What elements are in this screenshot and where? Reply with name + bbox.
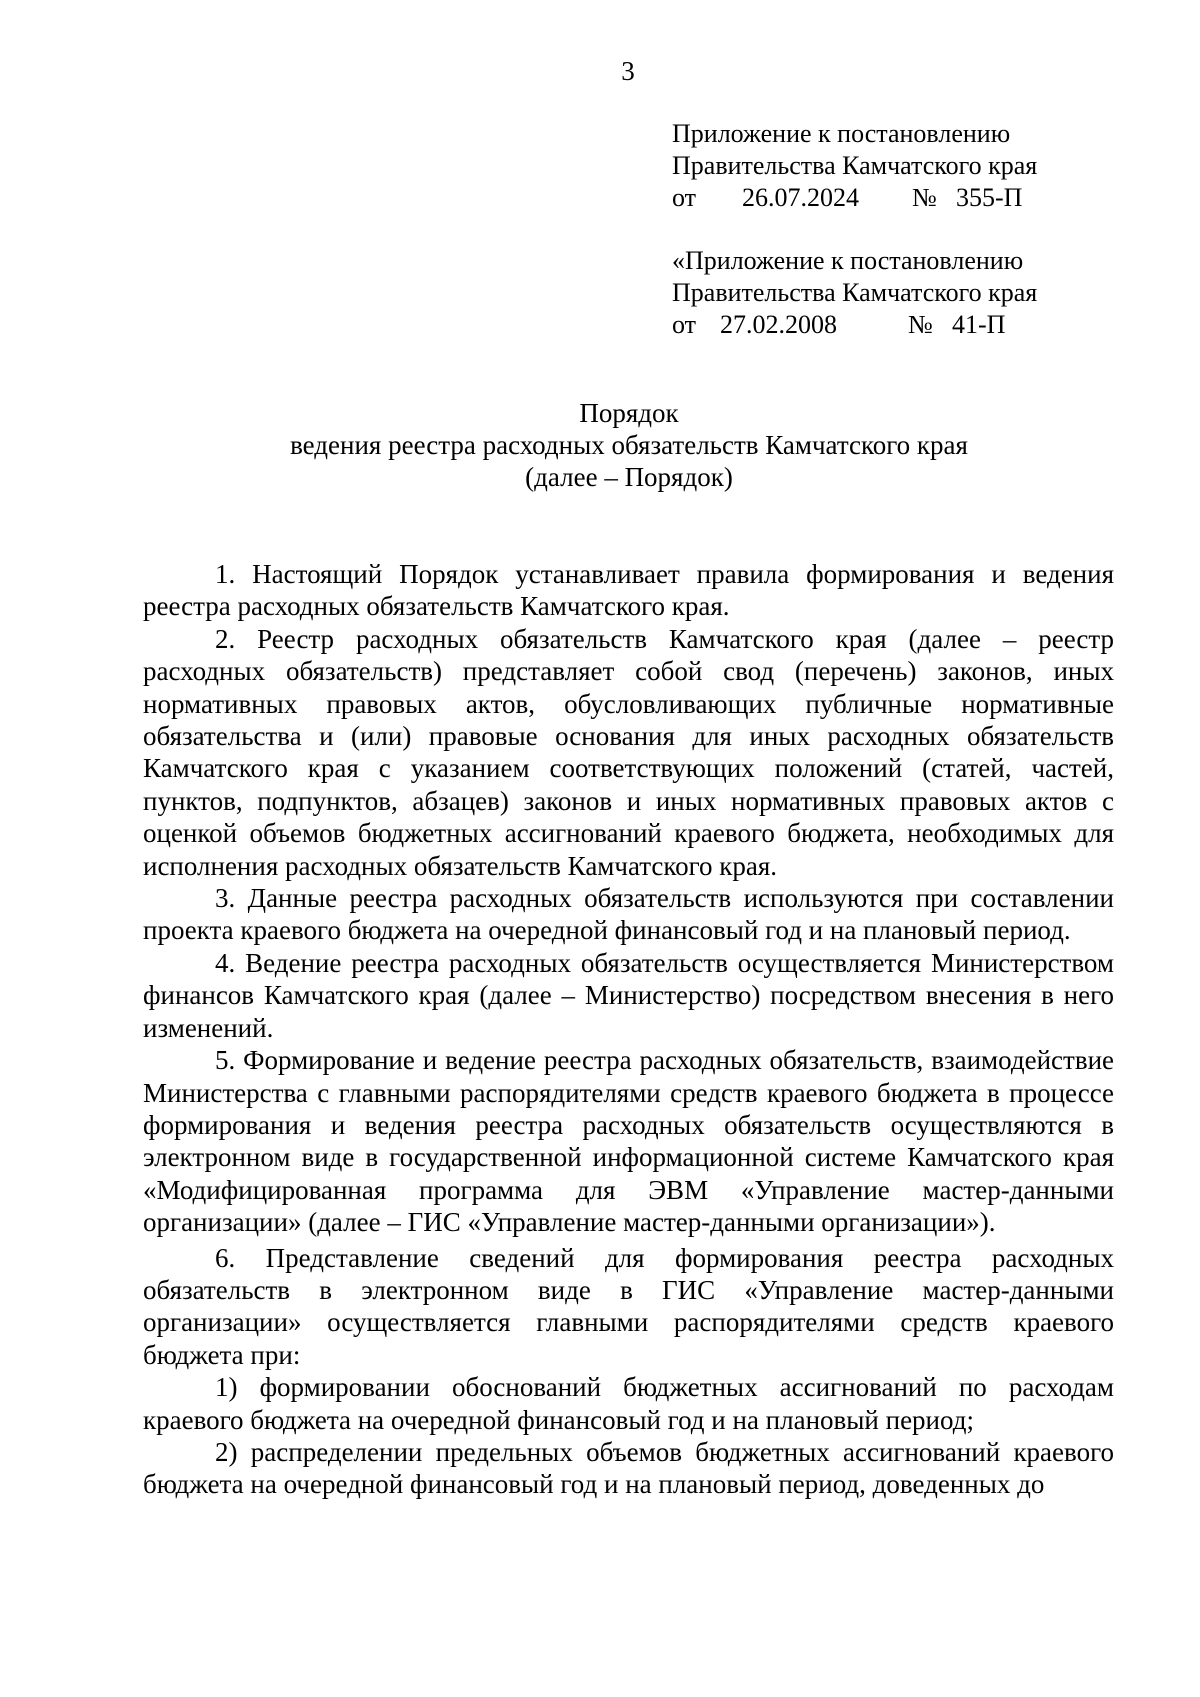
appendix-previous-header [672, 245, 1037, 341]
paragraph-5: 5. Формирование и ведение реестра расходных обязательств, взаимодействие Министерства с главными распорядителями средств краевого бюджета в процессе формирования и ведения реестра расходных обязательств осуществляются в электронном виде в государственной информационной системе Камчатского края «Модифицированная программа для ЭВМ «Управление мастер-данными организации» (далее – ГИС «Управление мастер-данными организации»). [143, 1045, 1114, 1238]
appendix-date-line [672, 182, 1037, 214]
title-line-1: Порядок [579, 398, 679, 428]
appendix-current-header [672, 118, 1037, 214]
appendix-ot: от [672, 310, 697, 339]
paragraph-2: 2. Реестр расходных обязательств Камчатского края (далее – реестр расходных обязательств) представляет собой свод (перечень) законов, иных нормативных правовых актов, обусловливающих публичные нормативные обязательства и (или) правовые основания для иных расходных обязательств Камчатского края с указанием соответствующих положений (статей, частей, пунктов, подпунктов, абзацев) законов и иных нормативных правовых актов с оценкой объемов бюджетных ассигнований краевого бюджета, необходимых для исполнения расходных обязательств Камчатского края. [143, 623, 1114, 881]
paragraph-6: 6. Представление сведений для формирования реестра расходных обязательств в электронном виде в ГИС «Управление мастер-данными организации» осуществляется главными распорядителями средств краевого бюджета при: [143, 1242, 1114, 1370]
title-line-2: ведения реестра расходных обязательств Камчатского края [290, 430, 968, 460]
appendix-date: 27.02.2008 [720, 310, 837, 339]
paragraph-3: 3. Данные реестра расходных обязательств используются при составлении проекта краевого бюджета на очередной финансовый год и на плановый период. [143, 883, 1114, 946]
appendix-number: 41-П [952, 310, 1006, 339]
appendix-number: 355-П [956, 183, 1023, 212]
page-number: 3 [621, 56, 635, 86]
appendix-line-1: «Приложение к постановлению [672, 246, 1024, 275]
paragraph-1: 1. Настоящий Порядок устанавливает правила формирования и ведения реестра расходных обязательств Камчатского края. [143, 559, 1114, 622]
subparagraph-2: 2) распределении предельных объемов бюджетных ассигнований краевого бюджета на очередной финансовый год и на плановый период, доведенных до [143, 1436, 1114, 1500]
appendix-number-sign: № [908, 310, 933, 339]
appendix-number-sign: № [912, 183, 937, 212]
appendix-line-2: Правительства Камчатского края [672, 278, 1038, 307]
appendix-date-line [672, 309, 1037, 341]
paragraph-4: 4. Ведение реестра расходных обязательств осуществляется Министерством финансов Камчатского края (далее – Министерство) посредством внесения в него изменений. [143, 947, 1114, 1043]
document-title [0, 397, 1200, 493]
subparagraph-1: 1) формировании обоснований бюджетных ассигнований по расходам краевого бюджета на очередной финансовый год и на плановый период; [143, 1372, 1114, 1435]
appendix-line-1: Приложение к постановлению [672, 119, 1011, 148]
appendix-line-2: Правительства Камчатского края [672, 151, 1038, 180]
document-body [143, 558, 1114, 1501]
appendix-date: 26.07.2024 [742, 183, 859, 212]
title-line-3: (далее – Порядок) [525, 462, 733, 492]
appendix-ot: от [672, 183, 697, 212]
